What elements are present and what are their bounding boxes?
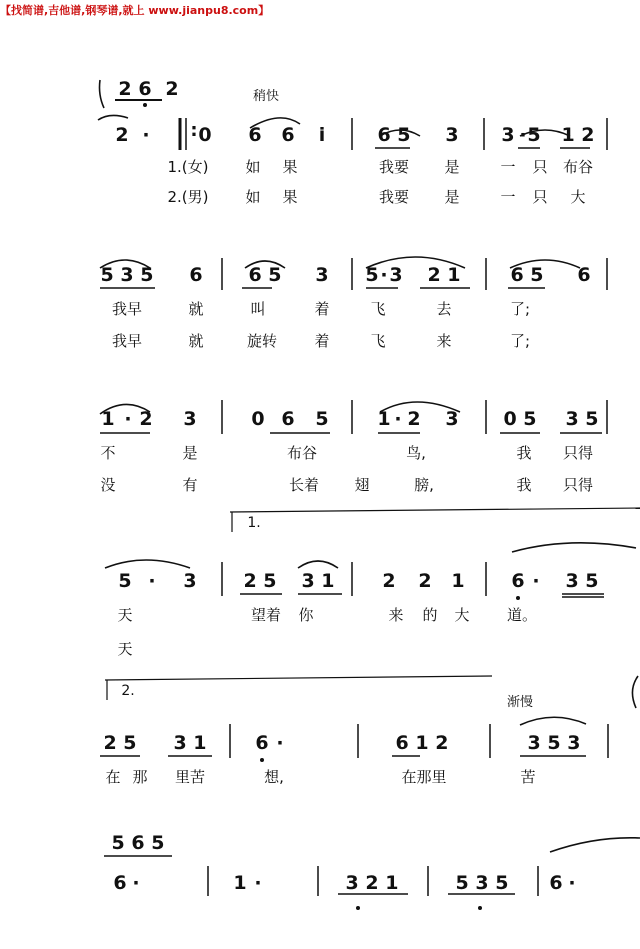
note: 3	[183, 408, 197, 430]
note: 1	[451, 570, 465, 592]
site-banner: 【找简谱,吉他谱,钢琴谱,就上 www.jianpu8.com】	[0, 4, 270, 17]
note: 3	[389, 264, 403, 286]
lyric: 了;	[509, 332, 531, 350]
note: ·	[276, 732, 284, 754]
low-octave-dot	[356, 906, 360, 910]
lyric: 我要	[378, 158, 410, 176]
lyric: 就	[188, 300, 204, 318]
verse-label: 1.(女)	[167, 158, 209, 176]
note: ·	[519, 124, 527, 146]
lyric: 想,	[264, 768, 284, 786]
lyric: 翅	[354, 476, 370, 494]
note: 1 2	[561, 124, 595, 146]
note: 6	[248, 124, 262, 146]
note: ·	[142, 124, 150, 146]
repeat-sign: :	[190, 120, 198, 141]
volta-first-label: 1.	[247, 515, 261, 531]
lyric: 一	[500, 158, 516, 176]
lyric: 膀,	[414, 476, 434, 494]
lyric: 那	[132, 768, 148, 786]
note: 6	[189, 264, 203, 286]
low-octave-dot	[478, 906, 482, 910]
low-octave-dot	[143, 103, 147, 107]
verse-label: 2.(男)	[167, 188, 209, 206]
note: 3	[445, 124, 459, 146]
lyric: 叫	[250, 300, 266, 318]
note: 6	[281, 408, 295, 430]
note: 2	[418, 570, 432, 592]
note: 2	[382, 570, 396, 592]
prelude-note: 6	[138, 78, 152, 100]
prelude-note: 2	[165, 78, 179, 100]
lyric: 来	[388, 606, 404, 624]
lyric: 就	[188, 332, 204, 350]
lyric: 如	[245, 188, 261, 206]
lyric: 是	[182, 444, 198, 462]
note: 3 1	[173, 732, 207, 754]
note: ·	[148, 570, 156, 592]
lyric: 大	[454, 606, 470, 624]
note: 3 5 3	[527, 732, 581, 754]
note: 2 5	[103, 732, 137, 754]
note: ·	[254, 872, 262, 894]
note: 5	[315, 408, 329, 430]
note: 2	[115, 124, 129, 146]
lyric: 的	[422, 606, 438, 624]
lyric: 是	[444, 158, 460, 176]
note: 1	[377, 408, 391, 430]
lyric: 在那里	[401, 768, 447, 786]
lyric: 果	[282, 158, 298, 176]
lyric: 望着	[250, 606, 282, 624]
note: ·	[132, 872, 140, 894]
lyric: 旋转	[246, 332, 278, 350]
note: 2 5	[243, 570, 277, 592]
note: ·	[568, 872, 576, 894]
note: 6	[281, 124, 295, 146]
volta-second-label: 2.	[121, 683, 135, 699]
note: 6 5	[377, 124, 411, 146]
note: 3	[315, 264, 329, 286]
lyric: 一	[500, 188, 516, 206]
lyric: 只	[532, 188, 548, 206]
lyric: 只	[532, 158, 548, 176]
note: 6	[577, 264, 591, 286]
note: 3 1	[301, 570, 335, 592]
lyric: 布谷	[562, 158, 594, 176]
lyric: 果	[282, 188, 298, 206]
lyric: 道。	[506, 606, 538, 624]
prelude-note: 2	[118, 78, 132, 100]
lyric: 着	[314, 300, 330, 318]
note: i	[318, 124, 326, 146]
note: 5	[365, 264, 379, 286]
note: ·	[380, 264, 388, 286]
lyric: 飞	[370, 300, 386, 318]
lyric: 着	[314, 332, 330, 350]
note: 1	[233, 872, 247, 894]
note: 5	[118, 570, 132, 592]
lyric: 来	[436, 332, 452, 350]
lyric: 我	[516, 476, 532, 494]
tempo-marking: 稍快	[252, 89, 280, 104]
note: 6 5	[248, 264, 282, 286]
lyric: 鸟,	[406, 444, 426, 462]
note: 0	[198, 124, 212, 146]
lyric: 只得	[562, 476, 594, 494]
note: 2	[139, 408, 153, 430]
low-octave-dot	[516, 596, 520, 600]
lyric: 了;	[509, 300, 531, 318]
note: 3	[501, 124, 515, 146]
note: 2 1	[427, 264, 461, 286]
note: ·	[124, 408, 132, 430]
note: ·	[532, 570, 540, 592]
lyric: 不	[100, 444, 116, 462]
note: 6	[511, 570, 525, 592]
note: 3 5	[565, 570, 599, 592]
note: 6 5	[510, 264, 544, 286]
lyric: 是	[444, 188, 460, 206]
note: 5	[527, 124, 541, 146]
note: 6	[113, 872, 127, 894]
note: 1	[101, 408, 115, 430]
lyric: 有	[182, 476, 198, 494]
lyric: 大	[570, 188, 586, 206]
lyric: 如	[245, 158, 261, 176]
note: 5 3 5	[455, 872, 509, 894]
lyric: 天	[117, 640, 133, 658]
note: 3	[183, 570, 197, 592]
lyric: 我早	[111, 300, 143, 318]
lyric: 布谷	[286, 444, 318, 462]
lyric: 没	[100, 476, 116, 494]
lyric: 在	[105, 768, 121, 786]
note: 3	[445, 408, 459, 430]
lyric: 去	[436, 300, 452, 318]
note: ·	[394, 408, 402, 430]
lyric: 飞	[370, 332, 386, 350]
lyric: 只得	[562, 444, 594, 462]
note: 0	[251, 408, 265, 430]
lyric: 里苦	[174, 768, 206, 786]
note: 2	[407, 408, 421, 430]
note: 5 3 5	[100, 264, 154, 286]
lyric: 苦	[520, 768, 536, 786]
note: 6	[549, 872, 563, 894]
note: 0 5	[503, 408, 537, 430]
note: 3 2 1	[345, 872, 399, 894]
note: 3 5	[565, 408, 599, 430]
lyric: 天	[117, 606, 133, 624]
note: 6 1 2	[395, 732, 449, 754]
low-octave-dot	[260, 758, 264, 762]
lyric: 我要	[378, 188, 410, 206]
lyric: 长着	[288, 476, 320, 494]
lyric: 我早	[111, 332, 143, 350]
lyric: 你	[298, 606, 314, 624]
tempo-marking: 渐慢	[506, 695, 534, 710]
note: 5 6 5	[111, 832, 165, 854]
lyric: 我	[516, 444, 532, 462]
note: 6	[255, 732, 269, 754]
